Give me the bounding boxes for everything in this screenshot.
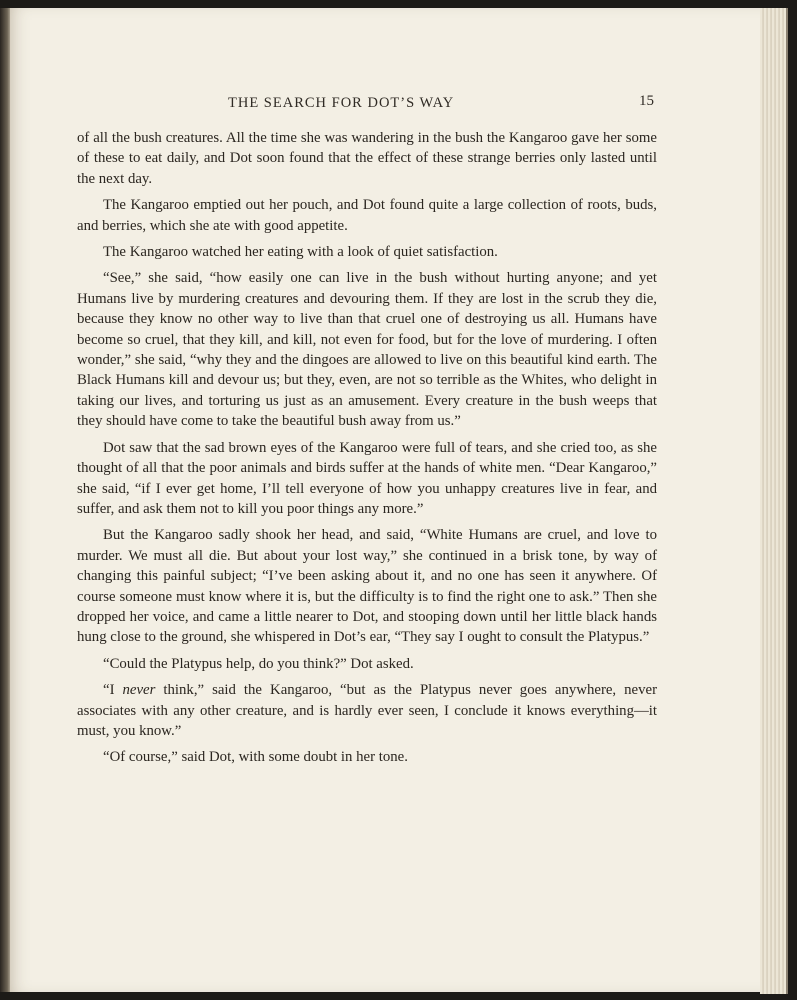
paragraph-5: Dot saw that the sad brown eyes of the Kangaroo were full of tears, and she cried too, as she thought of all that the poor animals and birds suffer at the hands of white men. “Dear Kangaroo,” she said, “if I ever get home, I’ll tell everyone of how you unhappy creatures live in fear, and suffer, and ask them not to kill you poor things any more.” <box>77 439 657 517</box>
paragraph-3: The Kangaroo watched her eating with a look of quiet satisfaction. <box>103 244 498 261</box>
page-number: 15 <box>639 93 654 109</box>
running-title: THE SEARCH FOR DOT’S WAY <box>228 95 455 111</box>
paragraph-9: “Of course,” said Dot, with some doubt in her tone. <box>103 749 408 766</box>
page-edges <box>760 8 788 994</box>
paragraph-1: of all the bush creatures. All the time she was wandering in the bush the Kangaroo gave her some of these to eat daily, and Dot soon found that the effect of these strange berries only lasted until the next day. <box>77 130 657 187</box>
paragraph-8-start: “I <box>103 682 123 699</box>
body-text <box>77 128 657 774</box>
paragraph-8 <box>77 680 657 741</box>
paragraph-6: But the Kangaroo sadly shook her head, and said, “White Humans are cruel, and love to murder. We must all die. But about your lost way,” she continued in a brisk tone, by way of changing this painful subject; “I’ve been asking about it, and no one has seen it anywhere. Of course someone must know where it is, but the difficulty is to find the right one to ask.” Then she dropped her voice, and came a little nearer to Dot, and stooping down until her little black hands hung close to the ground, she whispered in Dot’s ear, “They say I ought to consult the Platypus.” <box>77 527 657 646</box>
paragraph-8-rest: think,” said the Kangaroo, “but as the Platypus never goes anywhere, never associates with any other creature, and is hardly ever seen, I conclude it knows everything—it must, you know.” <box>77 682 658 739</box>
paragraph-2: The Kangaroo emptied out her pouch, and Dot found quite a large collection of roots, buds, and berries, which she ate with good appetite. <box>77 197 657 234</box>
emphasis-never: never <box>122 682 156 699</box>
paragraph-7: “Could the Platypus help, do you think?” Dot asked. <box>103 655 414 672</box>
paragraph-4: “See,” she said, “how easily one can live in the bush without hurting anyone; and yet Humans live by murdering creatures and devouring them. If they are lost in the scrub they die, because they know no other way to live than that cruel one of destroying us all. Humans have become so cruel, that they kill, and kill, not even for food, but for the love of murdering. I often wonder,” she said, “why they and the dingoes are allowed to live on this beautiful kind earth. The Black Humans kill and devour us; but they, even, are not so terrible as the Whites, who delight in taking our lives, and torturing us just as an amusement. Every creature in the bush weeps that they should have come to take the beautiful bush away from us.” <box>77 270 657 430</box>
